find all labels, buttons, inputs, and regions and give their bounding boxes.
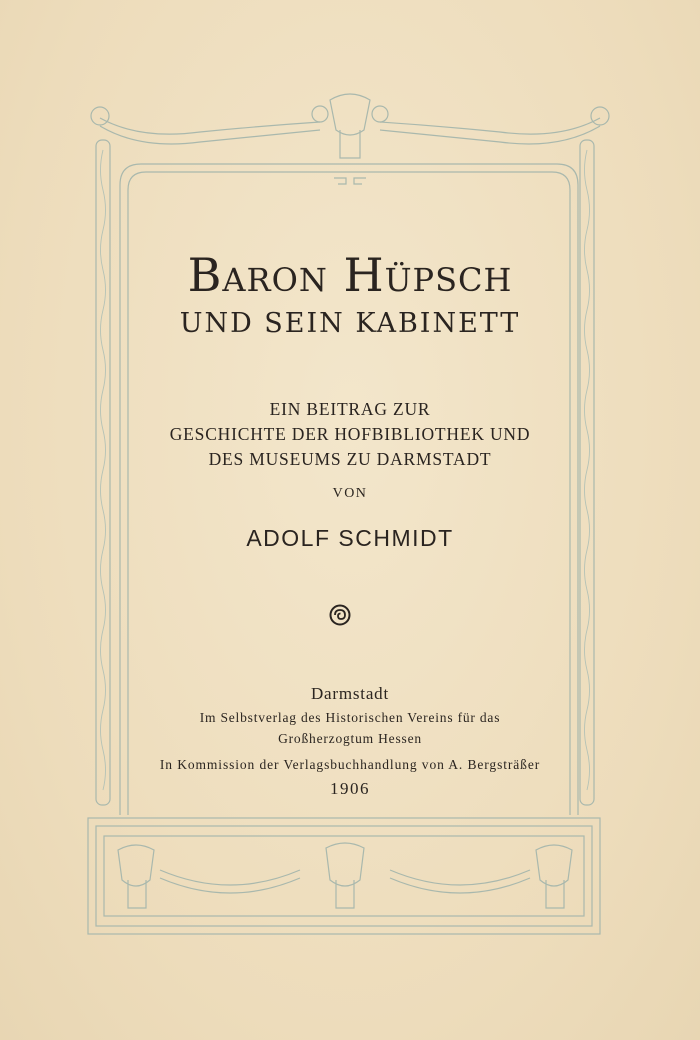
subtitle-line-1: EIN BEITRAG ZUR — [269, 399, 431, 419]
imprint-city: Darmstadt — [310, 684, 389, 703]
imprint-commission: In Kommission der Verlagsbuchhandlung von A. Bergsträßer — [159, 757, 541, 772]
imprint-year: 1906 — [330, 779, 370, 798]
subtitle-line-3: DES MUSEUMS ZU DARMSTADT — [208, 449, 492, 469]
author-name: ADOLF SCHMIDT — [246, 525, 454, 551]
title-line-2: UND SEIN KABINETT — [179, 308, 521, 339]
title-line-1: Baron Hüpsch — [187, 248, 513, 302]
byline-von: VON — [332, 486, 368, 501]
subtitle-line-2: GESCHICHTE DER HOFBIBLIOTHEK UND — [169, 424, 531, 444]
imprint-publisher-line-1: Im Selbstverlag des Historischen Vereins für das — [199, 710, 501, 725]
printer-mark-icon — [329, 604, 351, 626]
imprint-publisher-line-2: Großherzogtum Hessen — [278, 731, 422, 746]
